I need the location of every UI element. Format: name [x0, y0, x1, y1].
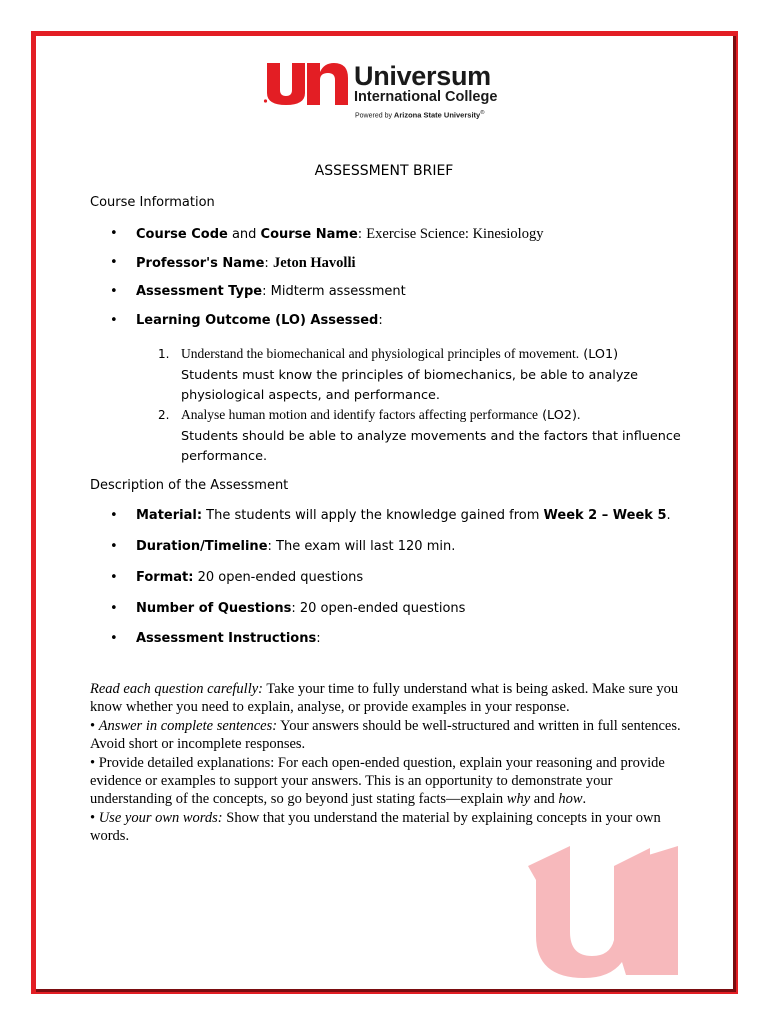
learning-outcome-sep: :: [378, 313, 383, 328]
page-title: ASSESSMENT BRIEF: [314, 163, 454, 179]
course-name-value: Exercise Science: Kinesiology: [366, 226, 544, 242]
course-joiner: and: [227, 227, 261, 242]
bullet-icon: •: [110, 284, 118, 299]
bullet-icon: •: [110, 570, 118, 585]
learning-outcome-label: Learning Outcome (LO) Assessed: [136, 313, 379, 328]
instruction-paragraph: [90, 717, 690, 754]
instruction-lead: Use your own words:: [98, 809, 223, 826]
professor-sep: :: [264, 256, 273, 271]
outcome-number: 1.: [158, 347, 170, 361]
outcome-number: 2.: [158, 408, 170, 422]
material-weeks: Week 2 – Week 5: [543, 508, 667, 523]
outcome-statement: Understand the biomechanical and physiological principles of movement.: [181, 346, 580, 361]
duration-text: : The exam will last 120 min.: [267, 539, 456, 554]
instruction-emphasis-why: why: [506, 791, 531, 808]
logo-powered-prefix: Powered by: [355, 112, 392, 120]
material-end: .: [666, 508, 671, 523]
bullet-icon: •: [110, 313, 118, 328]
material-label: Material:: [136, 508, 203, 523]
outcome-detail-line: physiological aspects, and performance.: [181, 388, 440, 403]
assessment-type-value: Midterm assessment: [270, 284, 406, 299]
format-text: 20 open-ended questions: [193, 570, 364, 585]
assessment-type-sep: :: [262, 284, 271, 299]
instruction-paragraph: [90, 754, 690, 809]
assessment-type-label: Assessment Type: [136, 284, 263, 299]
logo-subtitle: International College: [354, 89, 498, 105]
instruction-text: • Provide detailed explanations: For each open-ended question, explain your reasoning and provide evidence or examples to support your answers. This is an opportunity to demonstrate your understanding of the concepts, so go beyond just stating facts—explain: [90, 754, 665, 808]
bullet-icon: •: [110, 508, 118, 523]
instructions-sep: :: [316, 631, 321, 646]
outcome-detail-line: performance.: [181, 449, 268, 464]
instructions-body: [90, 680, 690, 846]
duration-label: Duration/Timeline: [136, 539, 268, 554]
outcome-tag-end: .: [576, 407, 581, 422]
college-logo: [262, 60, 502, 124]
instruction-paragraph: [90, 680, 690, 717]
bullet-icon: •: [110, 226, 118, 241]
instruction-end: .: [582, 791, 587, 808]
questions-text: : 20 open-ended questions: [291, 601, 466, 616]
instruction-emphasis-how: how: [558, 791, 583, 808]
instruction-bullet: •: [90, 717, 99, 734]
outcome-detail-line: Students should be able to analyze movements and the factors that influence: [181, 428, 681, 444]
bullet-icon: •: [110, 601, 118, 616]
course-info-heading: Course Information: [90, 195, 215, 210]
professor-value: Jeton Havolli: [272, 255, 356, 271]
format-label: Format:: [136, 570, 194, 585]
course-code-label: Course Code: [136, 227, 228, 242]
bullet-icon: •: [110, 631, 118, 646]
logo-wordmark: [354, 62, 497, 120]
instruction-and: and: [530, 791, 559, 808]
course-name-label: Course Name: [260, 227, 358, 242]
instruction-bullet: •: [90, 809, 99, 826]
questions-label: Number of Questions: [136, 601, 292, 616]
logo-registered-mark: ®: [480, 110, 485, 116]
outcome-tag: (LO2): [538, 408, 577, 423]
um-logo-mark: [262, 60, 352, 106]
logo-name: Universum: [354, 61, 491, 91]
instruction-text: Take your time to fully understand what is being asked. Make sure you know whether you need to explain, analyse, or provide examples in your response.: [90, 681, 679, 716]
bullet-icon: •: [110, 255, 118, 270]
course-sep: :: [357, 227, 367, 242]
description-heading: Description of the Assessment: [90, 478, 289, 493]
bullet-icon: •: [110, 539, 118, 554]
instruction-text: Your answers should be well-structured and written in full sentences. Avoid short or incomplete responses.: [90, 717, 681, 753]
um-watermark-logo: [520, 840, 685, 980]
instruction-text: Show that you understand the material by explaining concepts in your own words.: [90, 809, 661, 845]
material-text: The students will apply the knowledge gained from: [202, 508, 544, 523]
instruction-lead: Read each question carefully:: [90, 681, 264, 697]
instruction-lead: Answer in complete sentences:: [98, 717, 278, 734]
instructions-label: Assessment Instructions: [136, 631, 317, 646]
outcome-detail-line: Students must know the principles of biomechanics, be able to analyze: [181, 367, 639, 383]
logo-powered-org: Arizona State University: [393, 110, 481, 120]
outcome-tag: (LO1): [579, 347, 619, 362]
outcome-statement: Analyse human motion and identify factors affecting performance: [181, 407, 538, 422]
logo-powered-by: [355, 109, 497, 120]
professor-label: Professor's Name: [136, 256, 265, 271]
